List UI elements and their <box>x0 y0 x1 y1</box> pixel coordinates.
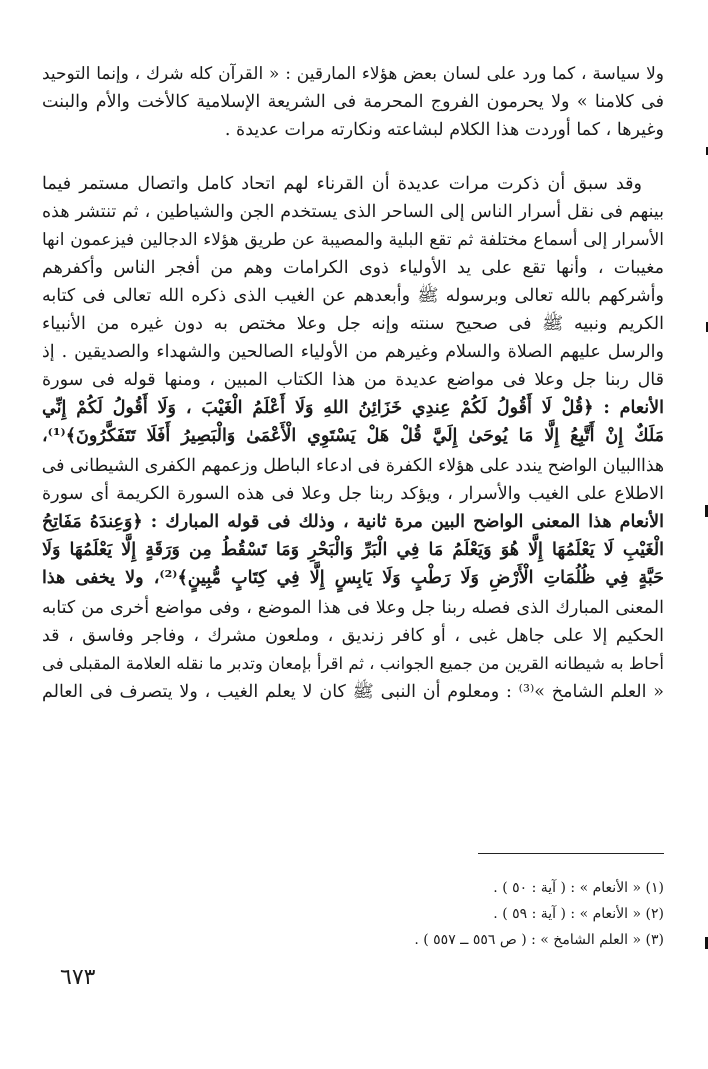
text-line: مَلَكٌ إِنْ أَتَّبِعُ إِلَّا مَا يُوحَىٰ إِلَيَّ قُلْ هَلْ يَسْتَوِي الْأَعْمَىٰ وَالْبَصِيرُ أَفَلَا تَتَفَكَّرُونَ﴾⁽¹⁾، <box>42 426 664 446</box>
text-line: الكريم ونبيه ﷺ فى صحيح سنته وإنه جل وعلا مختص به دون غيره من الأنبياء <box>42 314 664 334</box>
text-line: الأنعام : ﴿قُلْ لَا أَقُولُ لَكُمْ عِندِي خَزَائِنُ اللهِ وَلَا أَعْلَمُ الْغَيْبَ ، وَلَا أَقُولُ لَكُمْ إِنِّي <box>42 398 664 418</box>
text-line: ولا سياسة ، كما ورد على لسان بعض هؤلاء المارقين : « القرآن كله شرك ، وإنما التوحيد <box>42 64 664 84</box>
text-line: قال ربنا جل وعلا فى مواضع عديدة من هذا الكتاب المبين ، ومنها قوله فى سورة <box>42 370 664 390</box>
text-line: والرسل عليهم الصلاة والسلام وغيرهم من الأولياء الصالحين والشهداء والصديقين . إذ <box>42 342 664 362</box>
footnote: (١) « الأنعام » : ( آية : ٥٠ ) . <box>493 880 664 896</box>
text-line: وقد سبق أن ذكرت مرات عديدة أن القرناء لهم اتحاد كامل واتصال مستمر فيما <box>42 174 642 194</box>
text-line: الأنعام هذا المعنى الواضح البين مرة ثانية ، وذلك فى قوله المبارك : ﴿وَعِندَهُ مَفَاتِحُ <box>42 512 664 532</box>
text-line: فى كلامنا » ولا يحرمون الفروج المحرمة فى الشريعة الإسلامية كالأخت والأم والبنت <box>42 92 664 112</box>
text-line: الْغَيْبِ لَا يَعْلَمُهَا إِلَّا هُوَ وَيَعْلَمُ مَا فِي الْبَرِّ وَالْبَحْرِ وَمَا تَسْقُطُ مِن وَرَقَةٍ إِلَّا يَعْلَمُهَا وَلَا <box>42 540 664 560</box>
text-line: الحكيم إلا على جاهل غبى ، أو كافر زنديق ، وملعون مشرك ، وفاجر وفاسق ، قد <box>42 626 664 646</box>
text-line: وأشركهم بالله تعالى وبرسوله ﷺ وأبعدهم عن الغيب الذى ذكره الله تعالى فى كتابه <box>42 286 664 306</box>
text-line: مغيبات ، وأنها تقع على يد الأولياء ذوى الكرامات وهم من أفجر الناس وأكفرهم <box>42 258 664 278</box>
page-number: ٦٧٣ <box>60 965 96 990</box>
text-line: الاطلاع على الغيب والأسرار ، ويؤكد ربنا جل وعلا فى هذه السورة الكريمة أى سورة <box>42 484 664 504</box>
footnote: (٢) « الأنعام » : ( آية : ٥٩ ) . <box>493 906 664 922</box>
text-line: المعنى المبارك الذى فصله ربنا جل وعلا فى هذا الموضع ، وفى مواضع أخرى من كتابه <box>42 598 664 618</box>
text-line: حَبَّةٍ فِي ظُلُمَاتِ الْأَرْضِ وَلَا رَطْبٍ وَلَا يَابِسٍ إِلَّا فِي كِتَابٍ مُّبِينٍ﴾⁽²⁾، ولا يخفى هذا <box>42 568 664 588</box>
text-line: وغيرها ، كما أوردت هذا الكلام لبشاعته ونكارته مرات عديدة . <box>224 120 664 140</box>
text-line: « العلم الشامخ »⁽³⁾ : ومعلوم أن النبى ﷺ كان لا يعلم الغيب ، ولا يتصرف فى العالم <box>42 682 664 702</box>
text-line: هذاالبيان الواضح يندد على هؤلاء الكفرة فى ادعاء الباطل وزعمهم الكفرى الشيطانى فى <box>41 456 664 476</box>
text-line: بينهم فى نقل أسرار الناس إلى الساحر الذى يستخدم الجن والشياطين ، ثم تنتشر هذه <box>42 202 664 222</box>
text-line: أحاط به شيطانه القرين من جميع الجوانب ، ثم اقرأ بإمعان وتدبر ما نقله العلامة المقبلى فى <box>42 654 664 673</box>
text-line: الأسرار إلى أسماع مختلفة ثم تقع البلية والمصيبة عن طريق هؤلاء الدجالين فيزعمون انها <box>42 230 664 250</box>
footnote: (٣) « العلم الشامخ » : ( ص ٥٥٦ ــ ٥٥٧ ) . <box>414 932 664 948</box>
footnote-separator <box>478 853 664 854</box>
